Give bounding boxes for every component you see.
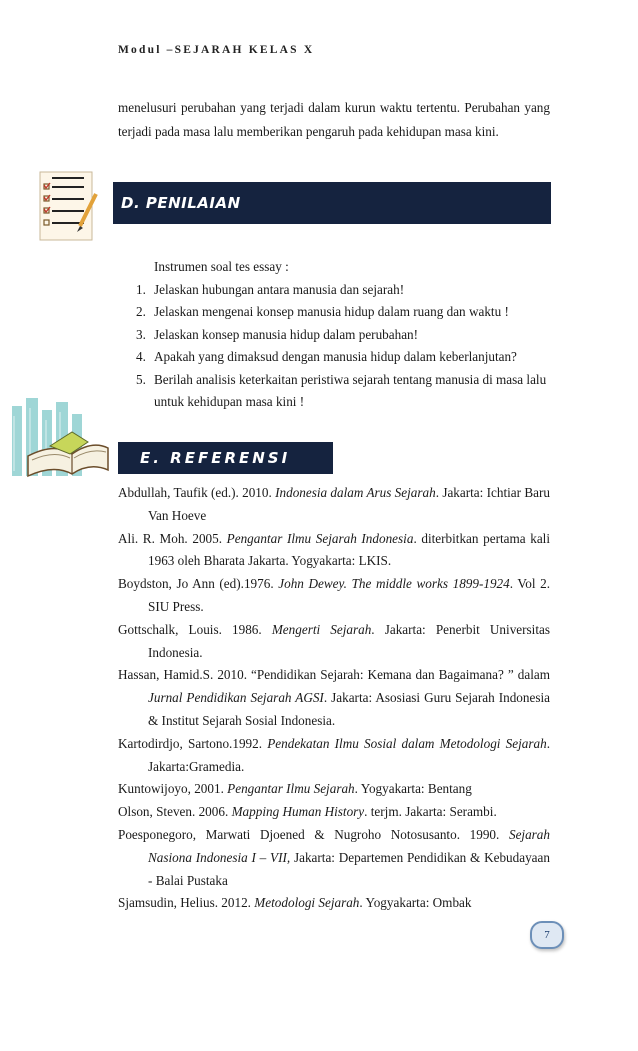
reference-item — [118, 824, 550, 892]
reference-author: Hassan, Hamid.S. 2010. “Pendidikan Sejarah: Kemana dan Bagaimana? ” dalam — [118, 667, 550, 683]
reference-item — [118, 528, 550, 574]
reference-author: Olson, Steven. 2006. — [118, 804, 232, 820]
reference-item — [118, 573, 550, 619]
page-number-badge — [530, 921, 564, 949]
reference-publisher: . Jakarta: Ichtiar Baru Van Hoeve — [148, 485, 550, 523]
reference-title: Mengerti Sejarah — [271, 621, 372, 637]
reference-title: Mapping Human History — [231, 804, 365, 820]
questions-intro: Instrumen soal tes essay : — [154, 259, 289, 274]
reference-publisher: . Jakarta:Gramedia. — [148, 735, 550, 774]
open-book-icon — [10, 396, 110, 486]
checklist-icon — [38, 168, 98, 242]
question-number: 3. — [136, 326, 146, 342]
reference-item — [118, 892, 550, 915]
reference-publisher: . Yogyakarta: Bentang — [354, 781, 472, 797]
question-list — [118, 279, 554, 414]
reference-list — [118, 482, 550, 915]
reference-publisher: . Jakarta: Asosiasi Guru Sejarah Indonesia & Institut Sejarah Sosial Indonesia. — [148, 690, 550, 728]
reference-author: Boydston, Jo Ann (ed).1976. — [118, 576, 279, 592]
question-number: 2. — [136, 304, 146, 319]
reference-author: Poesponegoro, Marwati Djoened & Nugroho Notosusanto. 1990. — [118, 826, 509, 842]
list-item — [118, 346, 554, 369]
list-item — [118, 279, 554, 302]
question-text: Jelaskan konsep manusia hidup dalam perubahan! — [154, 326, 419, 342]
reference-item — [118, 778, 550, 801]
reference-item — [118, 664, 550, 732]
question-text: Berilah analisis keterkaitan peristiwa sejarah tentang manusia di masa lalu untuk kehidupan masa kini ! — [154, 371, 547, 409]
reference-item — [118, 733, 550, 779]
reference-item — [118, 801, 550, 824]
question-number: 4. — [136, 349, 146, 364]
reference-title: Pengantar Ilmu Sejarah Indonesia — [226, 530, 414, 546]
question-number: 1. — [136, 281, 146, 297]
section-e-banner — [118, 442, 333, 474]
reference-title: Sejarah Nasiona Indonesia I – VII, — [148, 826, 550, 865]
reference-title: Pendekatan Ilmu Sosial dalam Metodologi Sejarah — [267, 735, 547, 751]
reference-publisher: . terjm. Jakarta: Serambi. — [364, 804, 497, 820]
intro-paragraph: menelusuri perubahan yang terjadi dalam kurun waktu tertentu. Perubahan yang terjadi pada masa lalu memberikan pengaruh pada kehidupan masa kini. — [118, 100, 550, 139]
page-header: Modul –SEJARAH KELAS X — [118, 44, 315, 56]
reference-title: Metodologi Sejarah — [254, 895, 360, 911]
question-text: Jelaskan hubungan antara manusia dan sejarah! — [154, 281, 405, 297]
reference-author: Abdullah, Taufik (ed.). 2010. — [118, 485, 276, 500]
question-text: Apakah yang dimaksud dengan manusia hidup dalam keberlanjutan? — [154, 349, 517, 364]
section-d-title: D. PENILAIAN — [121, 194, 241, 212]
reference-publisher: . Yogyakarta: Ombak — [359, 895, 472, 911]
reference-publisher: . diterbitkan pertama kali 1963 oleh Bharata Jakarta. Yogyakarta: LKIS. — [148, 530, 550, 569]
reference-item — [118, 619, 550, 665]
reference-author: Ali. R. Moh. 2005. — [118, 530, 227, 546]
question-text: Jelaskan mengenai konsep manusia hidup dalam ruang dan waktu ! — [154, 304, 509, 319]
reference-title: Pengantar Ilmu Sejarah — [227, 781, 355, 797]
reference-publisher: . Vol 2. SIU Press. — [148, 576, 551, 614]
reference-author: Kuntowijoyo, 2001. — [118, 781, 228, 797]
page-number: 7 — [544, 929, 550, 941]
reference-publisher: . Jakarta: Penerbit Universitas Indonesia. — [148, 621, 550, 660]
reference-author: Gottschalk, Louis. 1986. — [118, 621, 272, 637]
reference-title: John Dewey. The middle works 1899-1924 — [278, 576, 510, 592]
section-d-banner — [113, 182, 551, 224]
reference-item — [118, 482, 550, 528]
questions-block — [118, 256, 554, 414]
reference-title: Jurnal Pendidikan Sejarah AGSI — [148, 690, 324, 706]
question-number: 5. — [136, 371, 146, 387]
reference-title: Indonesia dalam Arus Sejarah — [275, 485, 436, 500]
section-e-title: E. REFERENSI — [140, 449, 291, 467]
reference-publisher: Jakarta: Departemen Pendidikan & Kebudayaan - Balai Pustaka — [148, 849, 550, 888]
list-item — [118, 301, 554, 324]
list-item — [118, 369, 554, 414]
list-item — [118, 324, 554, 347]
reference-author: Kartodirdjo, Sartono.1992. — [118, 735, 268, 751]
reference-author: Sjamsudin, Helius. 2012. — [118, 895, 255, 911]
